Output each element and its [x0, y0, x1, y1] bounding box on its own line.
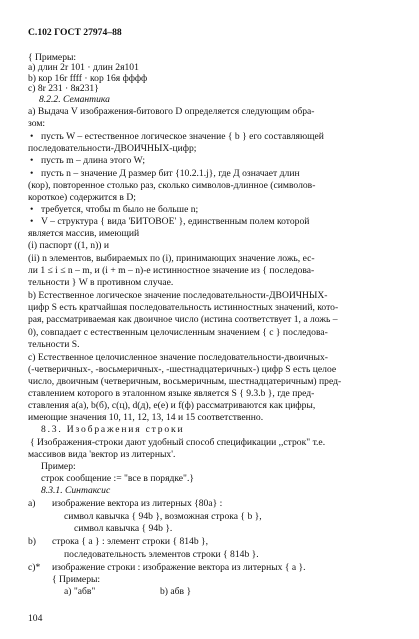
text-line: c) 8r 231 · 8я231}: [28, 83, 99, 94]
section-heading: 8.3. Изображения строки: [41, 424, 185, 435]
text-line: (кор), повторенное столько раз, сколько символов-длинное (символов-: [28, 180, 316, 191]
text-line: число, двоичным (четверичным, восьмеричным, шестнадцатеричным) пред-: [28, 376, 342, 387]
syntax-rule: символ кавычка { 94b }, возможная строка { b },: [64, 511, 262, 522]
bullet: •: [30, 131, 34, 142]
text-line: ставлением которого в эталонном языке является S { 9.3.b }, где пред-: [28, 388, 315, 399]
text-line: b) Естественное логическое значение последовательности-ДВОИЧНЫХ-: [28, 290, 328, 301]
text-line: Пример:: [41, 461, 76, 472]
text-line: является массив, имеющий: [28, 228, 140, 239]
text-line: пусть W – естественное логическое значение { b } его составляющей: [41, 131, 324, 142]
text-line: (-четверичных-, -восьмеричных-, -шестнадцатеричных-) цифр S есть целое: [28, 364, 337, 375]
text-line: b) кор 16r ffff · кор 16я фффф: [28, 73, 148, 84]
bullet: •: [30, 168, 34, 179]
text-line: V – структура { вида 'БИТОВОЕ' }, единственным полем которой: [41, 216, 310, 227]
text-line: { Примеры:: [28, 52, 77, 63]
text-line: цифр S есть кратчайшая последовательность истинностных значений, кото-: [28, 302, 339, 313]
example-line: b) абв }: [160, 586, 192, 597]
syntax-rule: изображение вектора из литерных {80a} :: [52, 498, 223, 509]
text-line: ли 1 ≤ i ≤ n – m, и (i + m – n)-е истинностное значение из { последова-: [28, 265, 315, 276]
text-line: требуется, чтобы m было не больше n;: [41, 204, 199, 215]
text-line: { Изображения-строки дают удобный способ спецификации ,,строк" т.е.: [30, 437, 326, 448]
text-line: а) длин 2r 101 · длин 2я101: [28, 62, 139, 73]
list-marker: c)*: [28, 562, 41, 573]
syntax-rule: символ кавычка { 94b }.: [74, 523, 173, 534]
text-line: тельности S.: [28, 339, 80, 350]
text-line: а) Выдача V изображения-битового D определяется следующим обра-: [28, 106, 315, 117]
syntax-rule: строка { a } : элемент строки { 814b },: [52, 536, 209, 547]
text-line: c) Естественное целочисленное значение последовательности-двоичных-: [28, 352, 328, 363]
example-line: а) "абв": [64, 586, 96, 597]
syntax-rule: изображение строки : изображение вектора из литерных { a }.: [52, 562, 306, 573]
text-line: последовательности-ДВОИЧНЫХ-цифр;: [28, 143, 197, 154]
list-marker: а): [28, 498, 36, 509]
text-line: ставления а(а), b(б), c(ц), d(д), e(е) и f(ф) рассматриваются как цифры,: [28, 400, 316, 411]
bullet: •: [30, 155, 34, 166]
text-line: { Примеры:: [52, 574, 101, 585]
text-line: короткое) содержится в D;: [28, 192, 136, 203]
text-line: пусть n – значение Д размер бит {10.2.1.j}, где Д означает длин: [41, 168, 300, 179]
text-line: (ii) n элементов, выбираемых по (i), принимающих значение ложь, ес-: [28, 253, 315, 264]
bullet: •: [30, 216, 34, 227]
page-number: 104: [28, 613, 43, 624]
text-line: тельности } W в противном случае.: [28, 277, 174, 288]
page-header: С.102 ГОСТ 27974–88: [28, 27, 122, 38]
text-line: зом:: [28, 118, 46, 129]
syntax-rule: последовательность элементов строки { 814b }.: [64, 549, 259, 560]
list-marker: b): [28, 536, 36, 547]
text-line: (i) паспорт ((1, n)) и: [28, 240, 109, 251]
bullet: •: [30, 204, 34, 215]
text-line: массивов вида 'вектор из литерных'.: [28, 449, 176, 460]
section-heading: 8.2.2. Семантика: [39, 94, 110, 105]
text-line: 0), совпадает с естественным целочисленным значением { c } последова-: [28, 327, 328, 338]
code-line: строк сообщение := "все в порядке".}: [41, 473, 194, 484]
section-heading: 8.3.1. Синтаксис: [41, 485, 111, 496]
text-line: пусть m – длина этого W;: [41, 155, 146, 166]
text-line: рая, рассматриваемая как двоичное число (истина соответствует 1, а ложь –: [28, 314, 338, 325]
text-line: имеющие значения 10, 11, 12, 13, 14 и 15 соответственно.: [28, 412, 264, 423]
